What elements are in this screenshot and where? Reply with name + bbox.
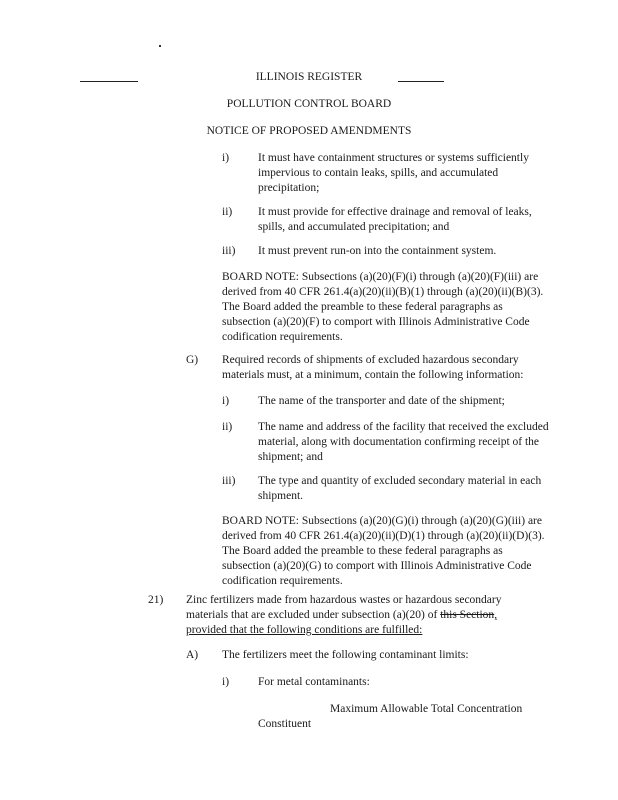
g-item-iii-text: The type and quantity of excluded secondary material in each shipment. — [258, 475, 542, 502]
register-title: ILLINOIS REGISTER — [255, 71, 363, 83]
board-title: POLLUTION CONTROL BOARD — [226, 98, 392, 110]
f-item-iii-label: iii) — [222, 245, 236, 257]
f-item-iii-text: It must prevent run-on into the containment system. — [258, 245, 497, 257]
notice-title: NOTICE OF PROPOSED AMENDMENTS — [206, 125, 412, 137]
g-label: G) — [186, 354, 199, 366]
a-i-text: For metal contaminants: — [258, 676, 370, 688]
item-21-text — [186, 593, 522, 638]
board-note-f: BOARD NOTE: Subsections (a)(20)(F)(i) through (a)(20)(F)(iii) are derived from 40 CFR 261.4(a)(20)(ii)(B)(1) through (a)(20)(ii)(B)(3). The Board added the preamble to these federal paragraphs as subsection (a)(20)(F) to comport with Illinois Administrative Code codification requirements. — [222, 271, 544, 343]
item-21-struck-text: this Section — [440, 609, 495, 621]
item-21-label: 21) — [148, 594, 164, 606]
g-item-ii-label: ii) — [222, 421, 233, 433]
item-21-text-start: Zinc fertilizers made from hazardous wastes or hazardous secondary materials that are excluded under subsection (a)(20) of — [186, 594, 502, 621]
header-rule-right — [398, 81, 444, 82]
g-item-i-text: The name of the transporter and date of the shipment; — [258, 395, 505, 407]
a-text: The fertilizers meet the following contaminant limits: — [222, 649, 469, 661]
g-item-ii-text: The name and address of the facility that received the excluded material, along with documentation confirming receipt of the shipment; and — [258, 421, 549, 463]
table-header-max-concentration: Maximum Allowable Total Concentration — [330, 703, 523, 715]
item-21-text-end: , provided that the following conditions are fulfilled: — [186, 609, 498, 636]
g-item-iii-label: iii) — [222, 475, 236, 487]
f-item-i-text: It must have containment structures or systems sufficiently impervious to contain leaks, spills, and accumulated precipitation; — [258, 152, 529, 194]
f-item-i-label: i) — [222, 152, 230, 164]
a-label: A) — [186, 649, 199, 661]
a-i-label: i) — [222, 676, 230, 688]
g-text: Required records of shipments of excluded hazardous secondary materials must, at a minimum, contain the following information: — [222, 354, 524, 381]
table-header-constituent: Constituent — [258, 718, 312, 730]
f-item-ii-label: ii) — [222, 206, 233, 218]
board-note-g: BOARD NOTE: Subsections (a)(20)(G)(i) through (a)(20)(G)(iii) are derived from 40 CFR 261.4(a)(20)(ii)(D)(1) through (a)(20)(ii)(D)(3). The Board added the preamble to these federal paragraphs as subsection (a)(20)(G) to comport with Illinois Administrative Code codification requirements. — [222, 515, 545, 587]
g-item-i-label: i) — [222, 395, 230, 407]
f-item-ii-text: It must provide for effective drainage and removal of leaks, spills, and accumulated precipitation; and — [258, 206, 532, 233]
scan-speck — [159, 45, 161, 47]
header-rule-left — [80, 81, 138, 82]
